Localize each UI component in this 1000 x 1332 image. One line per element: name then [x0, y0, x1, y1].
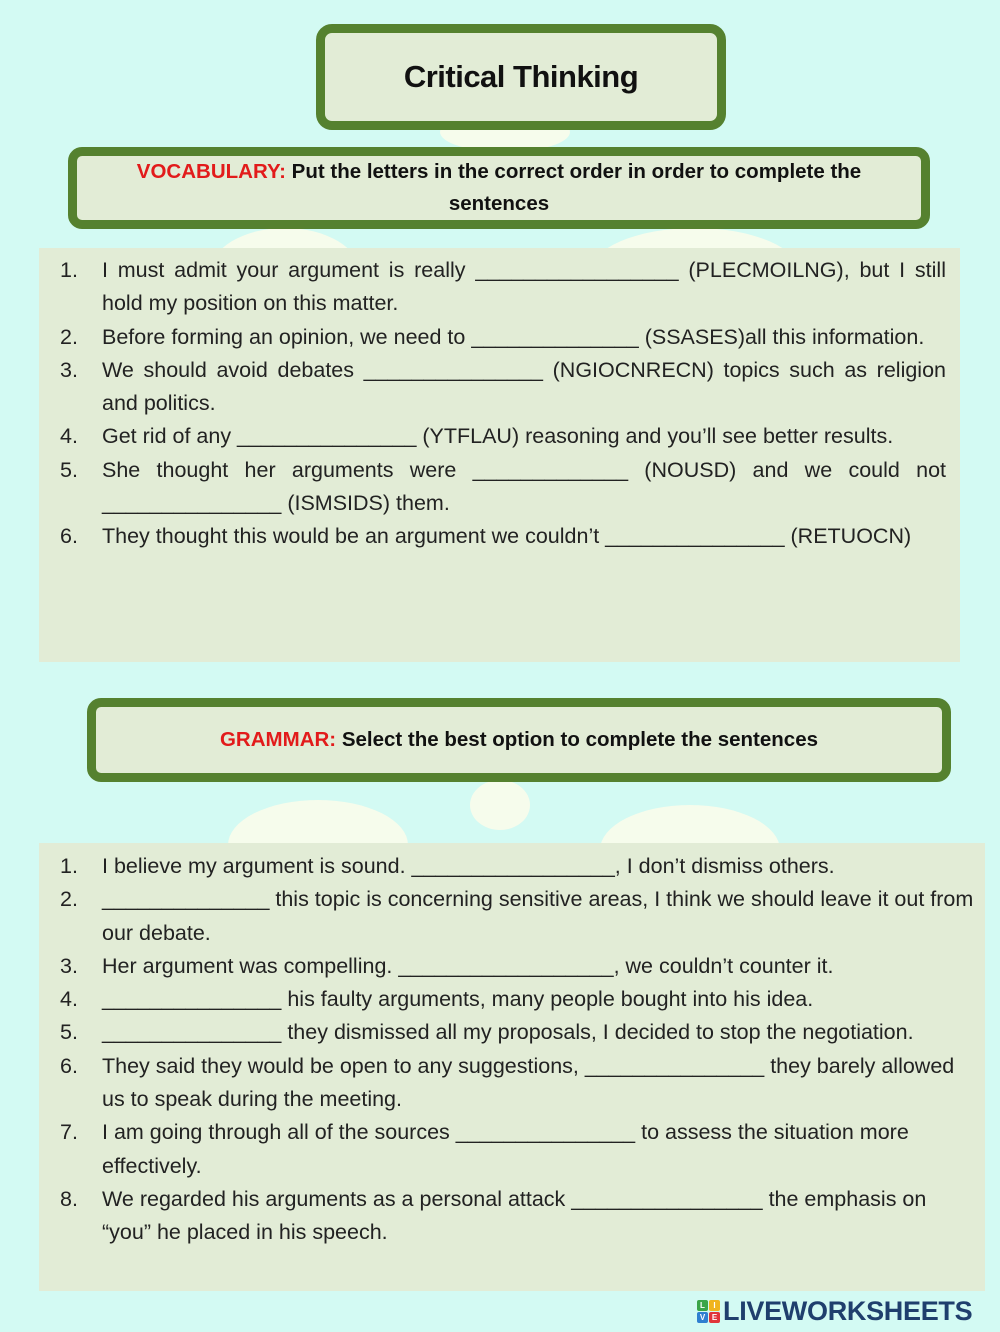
- vocabulary-label: VOCABULARY:: [136, 160, 286, 183]
- item-number: 2.: [60, 887, 78, 912]
- grammar-instruction: [220, 724, 818, 756]
- vocabulary-item: [39, 321, 946, 354]
- grammar-item: [39, 1016, 975, 1049]
- grammar-item: [39, 1183, 975, 1250]
- item-text: _______________ they dismissed all my proposals, I decided to stop the negotiation.: [102, 1020, 914, 1045]
- worksheet-title-box: [316, 24, 726, 130]
- item-text: They said they would be open to any suggestions, _______________ they barely allowed us to speak during the meeting.: [102, 1053, 955, 1112]
- worksheet-title: Critical Thinking: [403, 59, 639, 94]
- item-number: 6.: [60, 524, 78, 549]
- item-number: 3.: [60, 953, 78, 978]
- vocabulary-exercise-panel: [39, 248, 960, 662]
- vocabulary-instruction-text: Put the letters in the correct order in order to complete the sentences: [285, 160, 862, 215]
- vocabulary-item: [39, 254, 946, 321]
- vocabulary-instruction: [95, 156, 903, 220]
- brand-name: LIVEWORKSHEETS: [723, 1295, 973, 1326]
- item-text: Her argument was compelling. __________________, we couldn’t counter it.: [102, 953, 834, 978]
- grammar-label: GRAMMAR:: [219, 728, 337, 751]
- item-number: 4.: [60, 424, 78, 449]
- grammar-exercise-panel: [39, 843, 985, 1291]
- logo-tile: V: [697, 1312, 708, 1323]
- vocabulary-item: [39, 454, 946, 521]
- logo-tile: I: [709, 1300, 720, 1311]
- grammar-item: [39, 1116, 975, 1183]
- item-text: She thought her arguments were _____________ (NOUSD) and we could not _______________ (ISMSIDS) them.: [102, 457, 946, 516]
- item-text: ______________ this topic is concerning sensitive areas, I think we should leave it out from our debate.: [102, 887, 974, 945]
- item-text: I am going through all of the sources _______________ to assess the situation more effectively.: [102, 1120, 909, 1178]
- item-text: Get rid of any _______________ (YTFLAU) reasoning and you’ll see better results.: [102, 424, 894, 449]
- item-number: 3.: [60, 357, 78, 382]
- item-text: _______________ his faulty arguments, many people bought into his idea.: [102, 987, 814, 1012]
- item-text: Before forming an opinion, we need to ______________ (SSASES)all this information.: [102, 324, 925, 349]
- item-number: 5.: [60, 457, 78, 482]
- vocabulary-item: [39, 520, 946, 553]
- grammar-item: [39, 950, 975, 983]
- grammar-item: [39, 1050, 975, 1117]
- item-number: 6.: [60, 1053, 78, 1078]
- grammar-item: [39, 883, 975, 950]
- item-text: I must admit your argument is really _________________ (PLECMOILNG), but I still hold my position on this matter.: [102, 258, 946, 316]
- item-text: We regarded his arguments as a personal attack ________________ the emphasis on “you” he placed in his speech.: [102, 1186, 927, 1245]
- item-text: I believe my argument is sound. _________________, I don’t dismiss others.: [102, 854, 835, 878]
- liveworksheets-brand[interactable]: [697, 1296, 972, 1326]
- item-number: 8.: [60, 1186, 78, 1211]
- grammar-instruction-text: Select the best option to complete the sentences: [336, 728, 818, 751]
- vocabulary-instruction-box: [68, 147, 930, 229]
- vocabulary-item: [39, 420, 946, 453]
- vocabulary-item: [39, 354, 946, 421]
- item-text: We should avoid debates _______________ (NGIOCNRECN) topics such as religion and politics.: [102, 357, 946, 416]
- background-illustration: [470, 780, 530, 830]
- logo-tile: L: [697, 1300, 708, 1311]
- item-number: 7.: [60, 1120, 78, 1145]
- grammar-item: [39, 850, 975, 883]
- item-number: 1.: [60, 258, 78, 282]
- liveworksheets-logo-icon: [697, 1300, 720, 1323]
- item-text: They thought this would be an argument we couldn’t _______________ (RETUOCN): [102, 524, 912, 549]
- item-number: 4.: [60, 987, 78, 1012]
- item-number: 2.: [60, 324, 78, 349]
- item-number: 1.: [60, 854, 78, 878]
- grammar-instruction-box: [87, 698, 951, 782]
- item-number: 5.: [60, 1020, 78, 1045]
- grammar-item: [39, 983, 975, 1016]
- logo-tile: E: [709, 1312, 720, 1323]
